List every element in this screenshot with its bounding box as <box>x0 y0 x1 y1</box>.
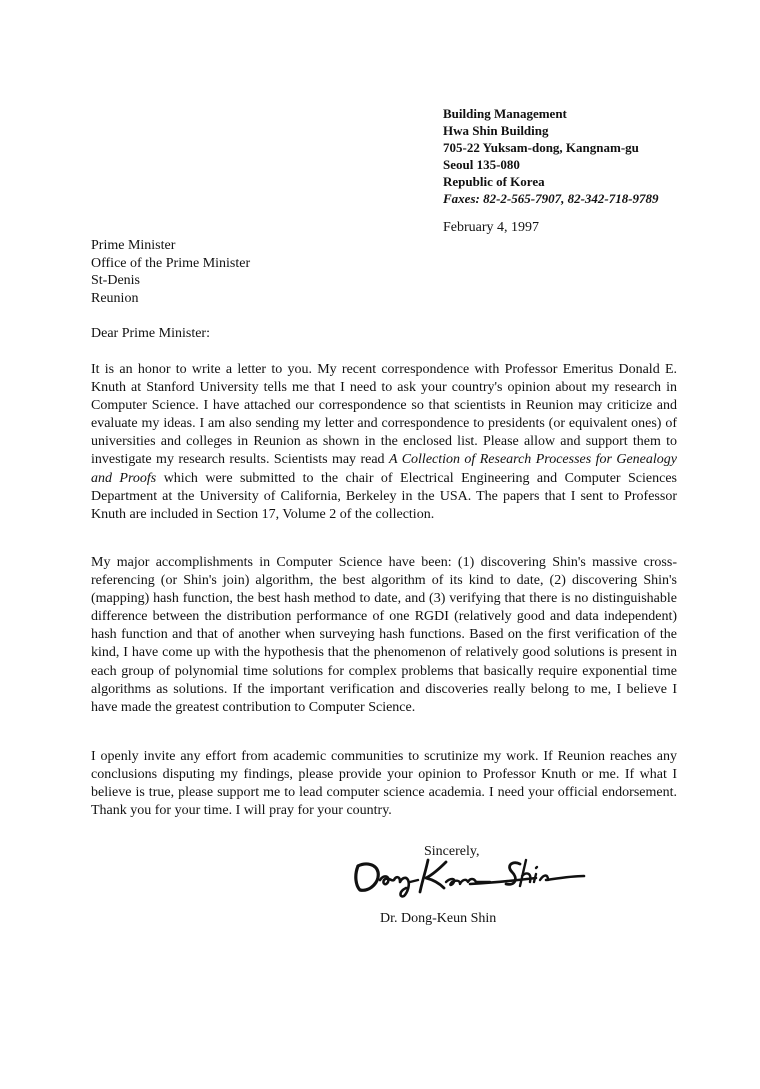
letter-date: February 4, 1997 <box>443 220 540 235</box>
closing: Sincerely, <box>424 844 480 859</box>
signer-name: Dr. Dong-Keun Shin <box>380 911 497 926</box>
collection-title: A Collection of Research Processes for Genealogy and Proofs <box>91 452 677 486</box>
letterhead <box>443 105 659 207</box>
salutation: Dear Prime Minister: <box>91 326 210 341</box>
recipient-address <box>91 237 250 307</box>
letterhead-street: 705-22 Yuksam-dong, Kangnam-gu <box>443 140 639 155</box>
handwritten-signature <box>350 852 590 902</box>
recipient-office: Office of the Prime Minister <box>91 255 251 271</box>
body-paragraph-3: I openly invite any effort from academic communities to scrutinize my work. If Reunion reaches any conclusions disputing my findings, please provide your opinion to Professor Knuth or me. If what I believe is true, please support me to lead computer science academia. I need your official endorsement. Thank you for your time. I will pray for your country. <box>91 749 677 819</box>
letterhead-country: Republic of Korea <box>443 174 545 189</box>
recipient-title: Prime Minister <box>91 238 176 253</box>
recipient-country: Reunion <box>91 290 139 306</box>
body-paragraph-1 <box>91 361 677 524</box>
letterhead-city: Seoul 135-080 <box>443 157 520 172</box>
letterhead-org: Building Management <box>443 106 567 121</box>
body-paragraph-1-start: It is an honor to write a letter to you. My recent correspondence with Professor Emeritus Donald E. Knuth at Stanford University tells me that I need to ask your country's opinion about my research in Computer Science. I have attached our correspondence so that scientists in Reunion may criticize and evaluate my ideas. I am also sending my letter and correspondence to presidents (or equivalent ones) of universities and colleges in Reunion as shown in the enclosed list. Please allow and support them to investigate my research results. Scientists may read <box>91 362 677 468</box>
recipient-city: St-Denis <box>91 273 140 288</box>
letterhead-building: Hwa Shin Building <box>443 123 549 138</box>
body-paragraph-2: My major accomplishments in Computer Science have been: (1) discovering Shin's massive cross-referencing (or Shin's join) algorithm, the best algorithm of its kind to date, (2) discovering Shin's (mapping) hash function, the best hash method to date, and (3) verifying that there is no distinguishable difference between the distribution performance of one RGDI (relatively good and data independent) hash function and that of another when surveying hash functions. Based on the first verification of the kind, I have come up with the hypothesis that the phenomenon of relatively good solutions is present in each group of polynomial time solutions for complex problems that basically require exponential time algorithms as solutions. If the important verification and discoveries really belong to me, I believe I have made the greatest contribution to Computer Science. <box>91 555 677 715</box>
body-paragraph-1-end: which were submitted to the chair of Electrical Engineering and Computer Sciences Department at the University of California, Berkeley in the USA. The papers that I sent to Professor Knuth are included in Section 17, Volume 2 of the collection. <box>91 470 677 522</box>
letterhead-faxes: Faxes: 82-2-565-7907, 82-342-718-9789 <box>443 191 659 206</box>
